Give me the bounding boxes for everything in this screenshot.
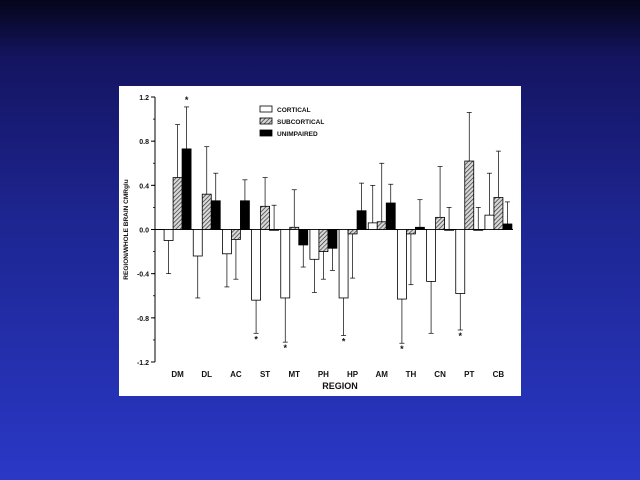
- y-axis-label: REGION/WHOLE BRAIN CMRglu: [123, 179, 130, 280]
- y-tick-label: 1.2: [139, 95, 149, 102]
- legend-swatch-subcortical: [260, 118, 272, 124]
- bar-cortical: [339, 230, 348, 298]
- bar-unimpaired: [270, 230, 279, 231]
- y-tick-label: -0.4: [136, 271, 149, 279]
- chart-figure: [119, 86, 521, 396]
- bar-unimpaired: [328, 230, 337, 249]
- significance-marker: *: [400, 344, 404, 355]
- x-tick-label-st: ST: [259, 370, 271, 379]
- y-tick-label: -0.8: [136, 315, 149, 323]
- bar-cortical: [427, 230, 436, 282]
- bar-unimpaired: [445, 230, 454, 231]
- x-tick-label-cb: CB: [492, 370, 505, 379]
- bar-subcortical: [319, 230, 328, 252]
- bar-subcortical: [231, 230, 240, 240]
- legend-swatch-unimpaired: [260, 130, 272, 136]
- x-tick-label-cn: CN: [434, 370, 446, 379]
- bar-cortical: [456, 230, 465, 294]
- bar-cortical: [485, 215, 494, 229]
- bar-cortical: [222, 230, 231, 254]
- x-tick-label-am: AM: [375, 370, 388, 379]
- x-tick-label-th: TH: [405, 370, 417, 379]
- significance-marker: *: [283, 343, 288, 354]
- bar-cortical: [281, 230, 290, 298]
- legend-label-unimpaired: UNIMPAIRED: [277, 131, 318, 138]
- legend-label-cortical: CORTICAL: [277, 107, 311, 114]
- bar-chart: [119, 86, 521, 396]
- x-tick-label-hp: HP: [347, 370, 359, 379]
- bar-unimpaired: [474, 230, 483, 231]
- bar-subcortical: [406, 230, 415, 234]
- bar-cortical: [397, 230, 406, 300]
- y-tick-label: 0.0: [139, 227, 149, 235]
- x-tick-label-dm: DM: [171, 370, 184, 379]
- bar-unimpaired: [240, 201, 249, 230]
- x-tick-label-ac: AC: [230, 370, 242, 379]
- bar-subcortical: [494, 197, 503, 229]
- bar-unimpaired: [182, 149, 191, 230]
- bar-subcortical: [377, 222, 386, 230]
- y-tick-label: 0.8: [139, 139, 149, 147]
- bar-subcortical: [465, 161, 474, 229]
- significance-marker: *: [458, 330, 463, 341]
- significance-marker: *: [184, 94, 189, 105]
- bar-cortical: [164, 230, 173, 241]
- y-tick-label: -1.2: [136, 360, 149, 367]
- bar-unimpaired: [299, 230, 308, 245]
- bar-subcortical: [436, 217, 445, 229]
- bar-unimpaired: [211, 201, 220, 230]
- bar-unimpaired: [386, 203, 395, 230]
- bar-subcortical: [348, 230, 357, 234]
- x-tick-label-ph: PH: [317, 370, 329, 379]
- significance-marker: *: [254, 334, 258, 345]
- x-tick-label-mt: MT: [288, 370, 301, 379]
- bar-unimpaired: [503, 224, 512, 230]
- x-axis-label: REGION: [322, 381, 358, 391]
- legend-swatch-cortical: [260, 106, 272, 112]
- legend-label-subcortical: SUBCORTICAL: [277, 119, 325, 126]
- bar-cortical: [368, 223, 377, 230]
- significance-marker: *: [341, 336, 346, 347]
- bar-unimpaired: [357, 211, 366, 230]
- y-tick-label: 0.4: [139, 183, 149, 191]
- bar-cortical: [252, 230, 261, 301]
- x-tick-label-dl: DL: [201, 370, 213, 379]
- bar-subcortical: [173, 178, 182, 230]
- bar-unimpaired: [415, 227, 424, 229]
- bar-cortical: [310, 230, 319, 260]
- x-tick-label-pt: PT: [464, 370, 475, 379]
- bar-subcortical: [290, 227, 299, 229]
- bar-subcortical: [261, 206, 270, 229]
- bar-cortical: [193, 230, 202, 257]
- bar-subcortical: [202, 194, 211, 229]
